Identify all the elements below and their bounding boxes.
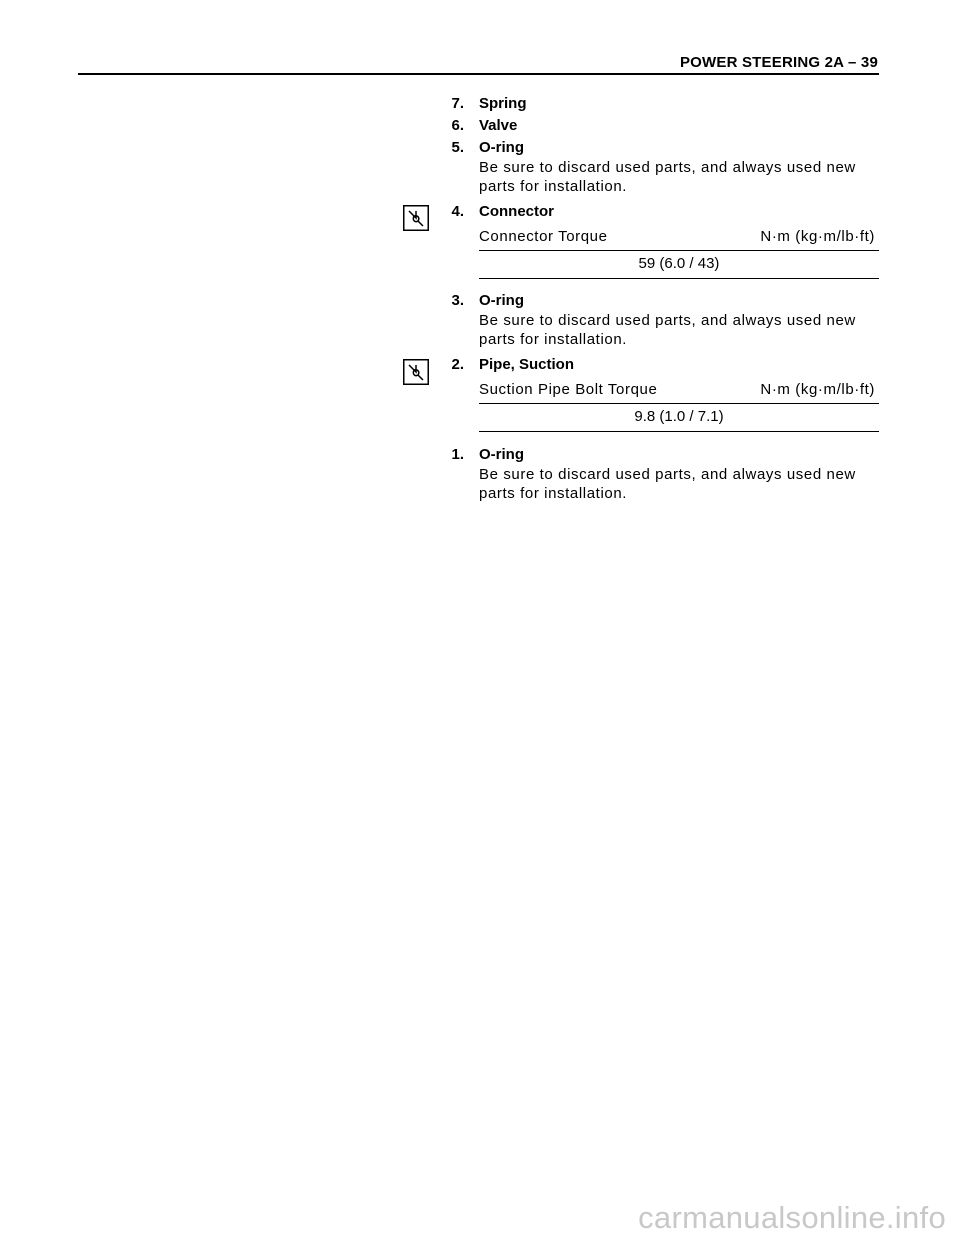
torque-value: 59 (6.0 / 43) xyxy=(638,255,720,272)
table-rule xyxy=(479,250,879,251)
table-rule xyxy=(479,403,879,404)
torque-spec-connector xyxy=(479,228,879,280)
step-title: Connector xyxy=(479,203,554,220)
torque-unit: N·m (kg·m/lb·ft) xyxy=(760,228,875,245)
torque-label: Suction Pipe Bolt Torque xyxy=(479,381,658,398)
step-title: O-ring xyxy=(479,292,524,309)
torque-wrench-icon xyxy=(403,205,429,231)
step-note: Be sure to discard used parts, and always used new parts for installation. xyxy=(479,159,856,195)
step-number: 4. xyxy=(451,203,464,220)
torque-unit: N·m (kg·m/lb·ft) xyxy=(760,381,875,398)
torque-spec-suction-pipe xyxy=(479,381,879,433)
table-rule xyxy=(479,278,879,279)
step-title: Pipe, Suction xyxy=(479,356,575,373)
table-rule xyxy=(479,431,879,432)
step-number: 5. xyxy=(451,139,464,156)
step-title: O-ring xyxy=(479,139,524,156)
step-note: Be sure to discard used parts, and always used new parts for installation. xyxy=(479,466,856,502)
torque-value: 9.8 (1.0 / 7.1) xyxy=(634,408,724,425)
step-title: Spring xyxy=(479,95,527,112)
watermark: carmanualsonline.info xyxy=(638,1200,946,1235)
step-number: 7. xyxy=(451,95,464,112)
step-title: O-ring xyxy=(479,446,524,463)
step-title: Valve xyxy=(479,117,518,134)
torque-wrench-icon xyxy=(403,359,429,385)
step-number: 1. xyxy=(451,446,464,463)
header-rule xyxy=(78,73,879,75)
step-note: Be sure to discard used parts, and always used new parts for installation. xyxy=(479,312,856,348)
step-number: 2. xyxy=(451,356,464,373)
page-header: POWER STEERING 2A – 39 xyxy=(679,54,878,71)
step-number: 6. xyxy=(451,117,464,134)
torque-label: Connector Torque xyxy=(479,228,608,245)
step-number: 3. xyxy=(451,292,464,309)
